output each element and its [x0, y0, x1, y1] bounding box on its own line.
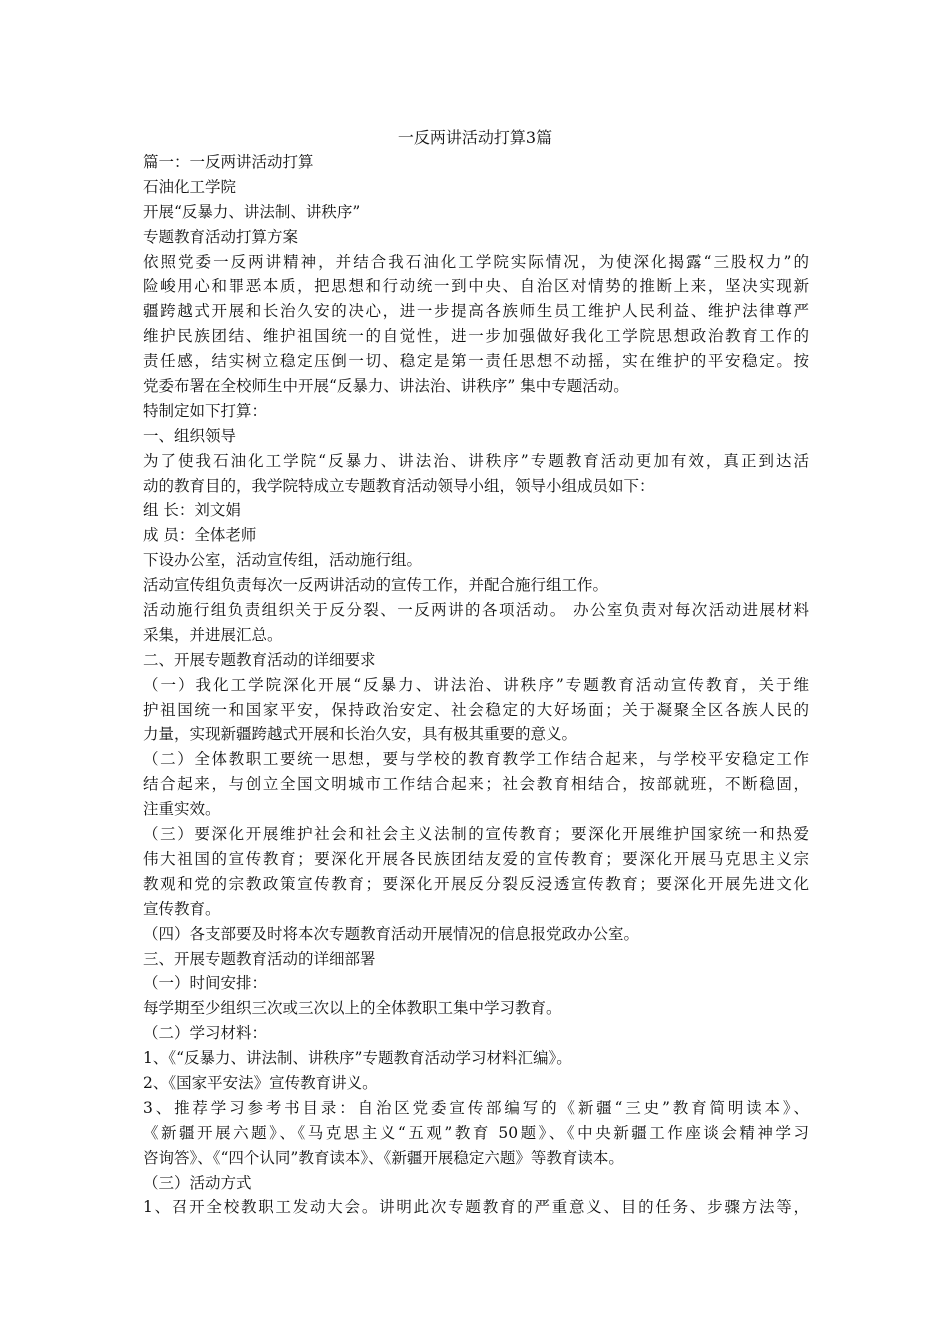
text-line: 3、推荐学习参考书目录：自治区党委宣传部编写的《新疆“三史”教育简明读本》、 [143, 1098, 809, 1117]
text-line: 二、开展专题教育活动的详细要求 [143, 650, 376, 669]
text-line: 为了使我石油化工学院“反暴力、讲法治、讲秩序”专题教育活动更加有效，真正到达活 [143, 451, 809, 470]
text-line: 特制定如下打算： [143, 401, 268, 420]
text-line: 责任感，结实树立稳定压倒一切、稳定是第一责任思想不动摇，实在维护的平安稳定。按 [143, 352, 809, 371]
text-line: 采集，并进展汇总。 [143, 625, 283, 644]
text-line: 教观和党的宗教政策宣传教育；要深化开展反分裂反浸透宣传教育；要深化开展先进文化 [143, 874, 809, 893]
text-line: 护祖国统一和国家平安，保持政治安定、社会稳定的大好场面；关于凝聚全区各族人民的 [143, 700, 809, 719]
text-line: （四）各支部要及时将本次专题教育活动开展情况的信息报党政办公室。 [143, 924, 640, 943]
text-line: 党委布署在全校师生中开展“反暴力、讲法治、讲秩序” 集中专题活动。 [143, 377, 629, 396]
text-line: 成 员：全体老师 [143, 526, 257, 545]
text-line: 石油化工学院 [143, 177, 237, 196]
text-line: 组 长：刘文娟 [143, 501, 241, 520]
text-line: 下设办公室，活动宣传组，活动施行组。 [143, 551, 423, 570]
text-line: 《新疆开展六题》、《马克思主义“五观”教育 50题》、《中央新疆工作座谈会精神学习 [143, 1123, 809, 1142]
text-line: 2、《国家平安法》宣传教育讲义。 [143, 1073, 378, 1092]
text-line: （二）学习材料： [143, 1024, 268, 1043]
text-line: （三）要深化开展维护社会和社会主义法制的宣传教育；要深化开展维护国家统一和热爱 [143, 825, 809, 844]
text-line: 咨询答》、《“四个认同”教育读本》、《新疆开展稳定六题》等教育读本。 [143, 1148, 624, 1167]
document-title: 一反两讲活动打算3篇 [397, 128, 553, 147]
text-line: 力量，实现新疆跨越式开展和长治久安，具有极其重要的意义。 [143, 725, 578, 744]
text-line: 注重实效。 [143, 800, 221, 819]
text-line: 专题教育活动打算方案 [143, 227, 299, 246]
text-line: （一）我化工学院深化开展“反暴力、讲法治、讲秩序”专题教育活动宣传教育，关于维 [143, 675, 809, 694]
text-line: 依照党委一反两讲精神，并结合我石油化工学院实际情况，为使深化揭露“三股权力”的 [143, 252, 809, 271]
document-body [143, 150, 809, 1220]
text-line: 维护民族团结、维护祖国统一的自觉性，进一步加强做好我化工学院思想政治教育工作的 [143, 327, 809, 346]
text-line: （三）活动方式 [143, 1173, 252, 1192]
text-line: 险峻用心和罪恶本质，把思想和行动统一到中央、自治区对情势的推断上来，坚决实现新 [143, 277, 809, 296]
text-line: 每学期至少组织三次或三次以上的全体教职工集中学习教育。 [143, 999, 562, 1018]
text-line: 活动施行组负责组织关于反分裂、一反两讲的各项活动。 办公室负责对每次活动进展材料 [143, 601, 809, 620]
text-line: 1、《“反暴力、讲法制、讲秩序”专题教育活动学习材料汇编》。 [143, 1049, 572, 1068]
text-line: 动的教育目的，我学院特成立专题教育活动领导小组，领导小组成员如下： [143, 476, 655, 495]
text-line: 宣传教育。 [143, 899, 221, 918]
text-line: （二）全体教职工要统一思想，要与学校的教育教学工作结合起来，与学校平安稳定工作 [143, 750, 809, 769]
text-line: 结合起来，与创立全国文明城市工作结合起来；社会教育相结合，按部就班，不断稳固， [143, 775, 809, 794]
text-line: 活动宣传组负责每次一反两讲活动的宣传工作，并配合施行组工作。 [143, 576, 609, 595]
text-line: 1、召开全校教职工发动大会。讲明此次专题教育的严重意义、目的任务、步骤方法等， [143, 1198, 809, 1217]
text-line: （一）时间安排： [143, 974, 268, 993]
text-line: 一、组织领导 [143, 426, 237, 445]
text-line: 篇一：一反两讲活动打算 [143, 153, 314, 171]
text-line: 开展“反暴力、讲法制、讲秩序” [143, 202, 361, 221]
text-line: 疆跨越式开展和长治久安的决心，进一步提高各族师生员工维护人民利益、维护法律尊严 [143, 302, 809, 321]
text-line: 三、开展专题教育活动的详细部署 [143, 949, 376, 968]
text-line: 伟大祖国的宣传教育；要深化开展各民族团结友爱的宣传教育；要深化开展马克思主义宗 [143, 849, 809, 868]
